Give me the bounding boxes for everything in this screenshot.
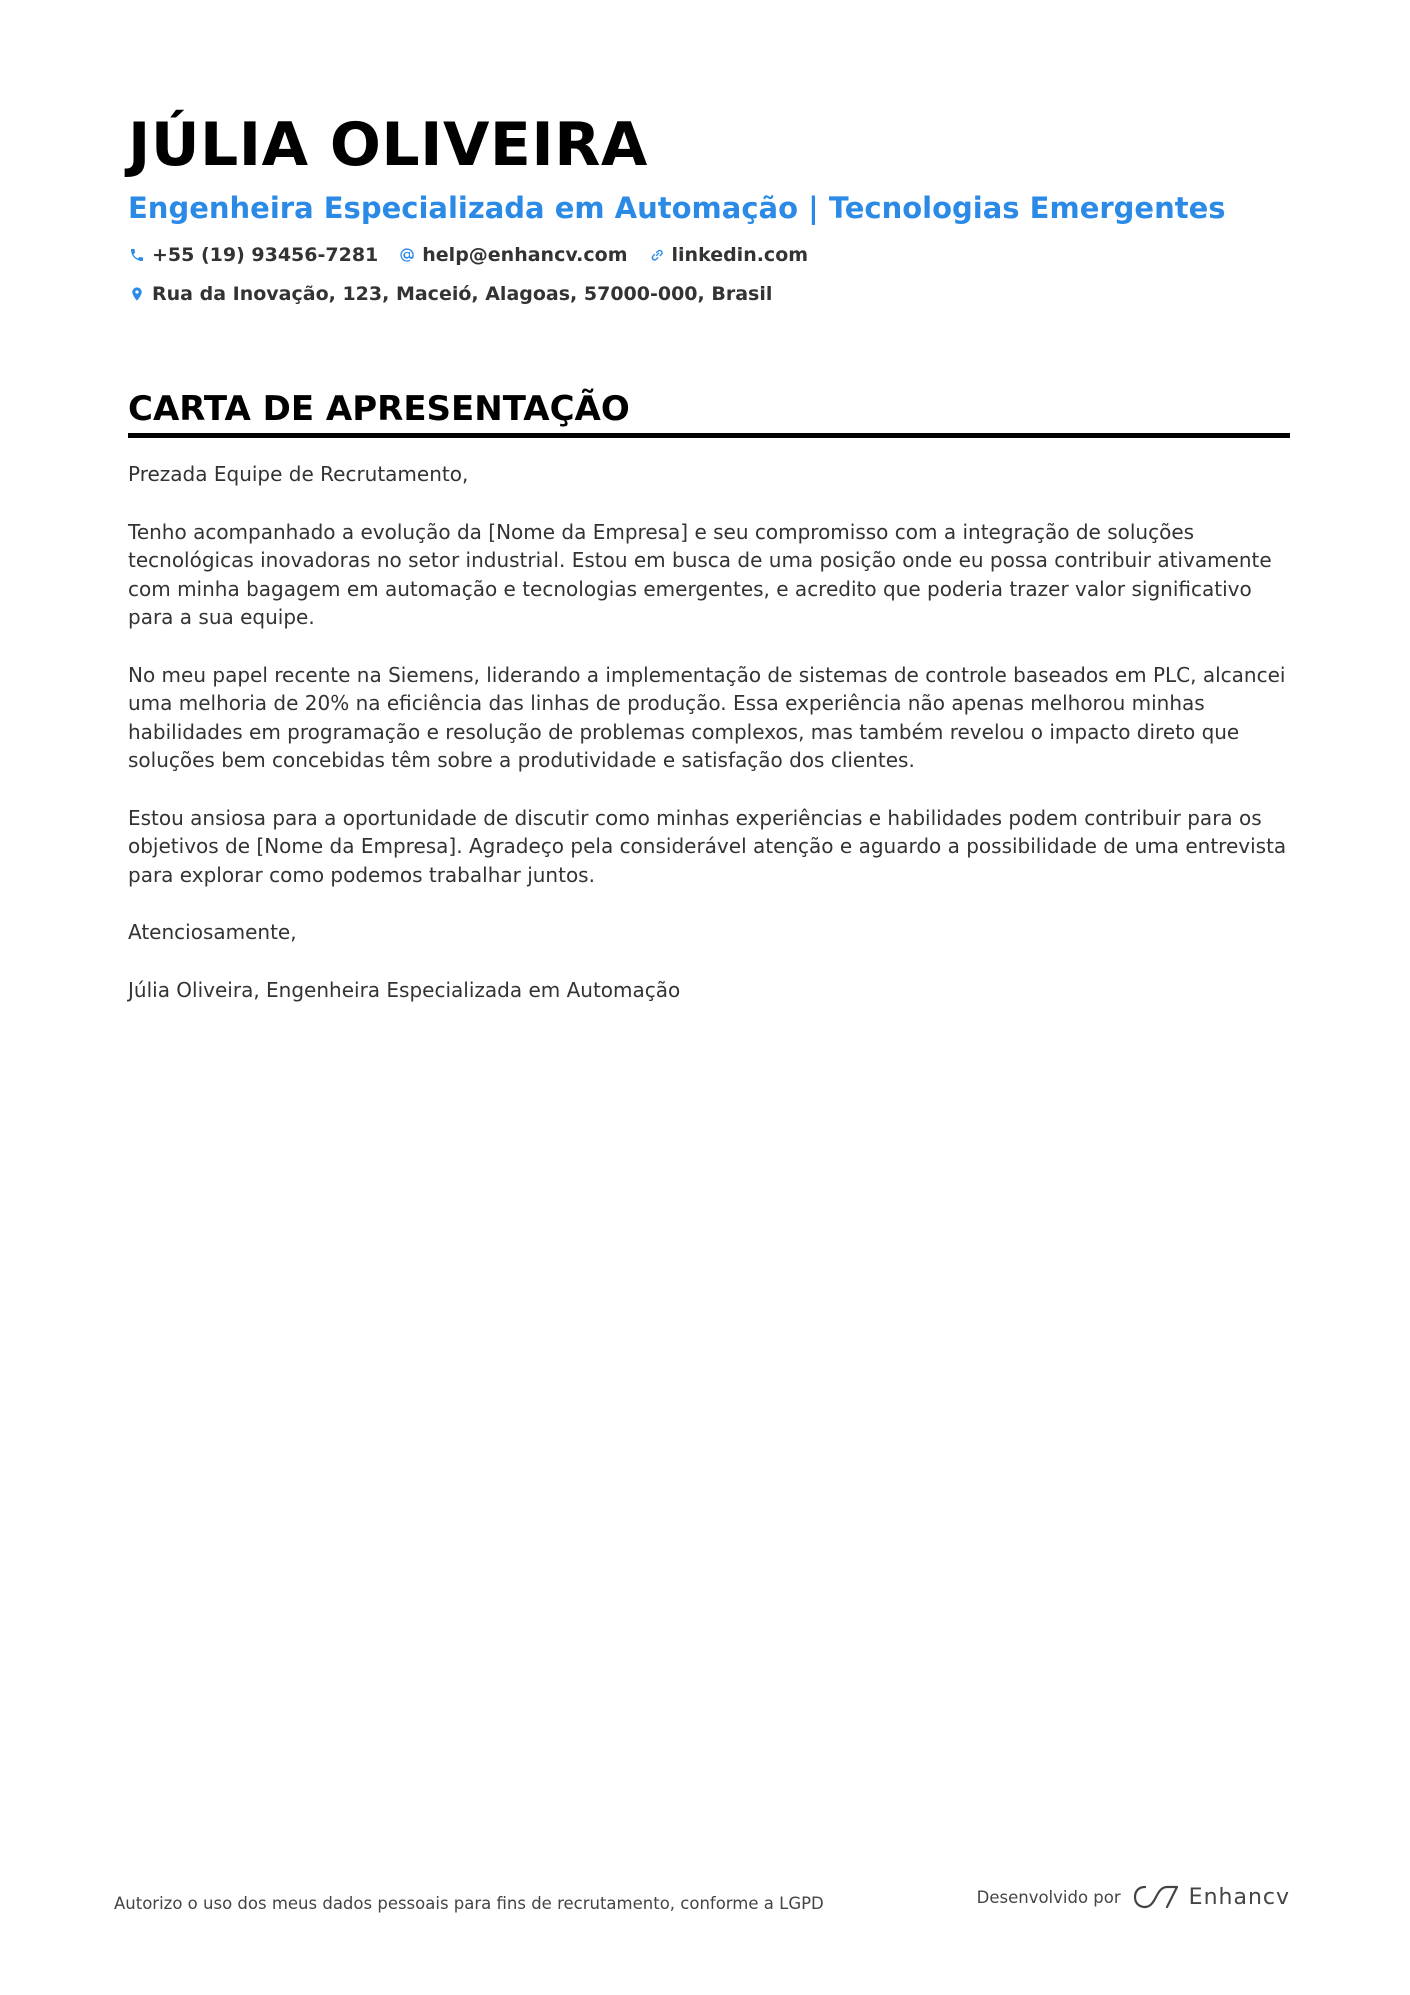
section-title: CARTA DE APRESENTAÇÃO — [128, 389, 1290, 438]
letter-body — [128, 460, 1290, 1004]
email-text: help@enhancv.com — [422, 244, 628, 266]
phone-icon — [128, 246, 146, 264]
contact-linkedin[interactable] — [648, 242, 809, 268]
candidate-name: JÚLIA OLIVEIRA — [128, 110, 648, 180]
footer-brand-name: Enhancv — [1188, 1884, 1290, 1910]
footer-consent: Autorizo o uso dos meus dados pessoais para fins de recrutamento, conforme a LGPD — [114, 1894, 824, 1913]
letter-signature: Júlia Oliveira, Engenheira Especializada em Automação — [128, 977, 681, 1002]
contact-row-primary — [128, 242, 1290, 268]
footer-branding[interactable] — [977, 1884, 1290, 1910]
enhancv-logo-icon — [1133, 1884, 1179, 1910]
letter-paragraph: No meu papel recente na Siemens, liderando a implementação de sistemas de controle baseados em PLC, alcancei uma melhoria de 20% na eficiência das linhas de produção. Essa experiência não apenas melhorou minhas habilidades em programação e resolução de problemas complexos, mas também revelou o impacto direto que soluções bem concebidas têm sobre a produtividade e satisfação dos clientes. — [128, 662, 1286, 772]
letter-closing: Atenciosamente, — [128, 920, 297, 944]
contact-phone — [128, 242, 378, 268]
cover-letter-page — [128, 110, 1290, 1033]
link-icon — [648, 246, 666, 264]
contact-email[interactable] — [398, 242, 627, 268]
candidate-title: Engenheira Especializada em Automação | Tecnologias Emergentes — [128, 191, 1226, 225]
contact-row-address — [128, 281, 1290, 307]
phone-text: +55 (19) 93456-7281 — [152, 244, 379, 266]
location-pin-icon — [128, 285, 146, 303]
footer-powered-by: Desenvolvido por — [976, 1887, 1121, 1907]
at-icon — [398, 246, 416, 264]
letter-salutation: Prezada Equipe de Recrutamento, — [128, 462, 469, 486]
linkedin-text: linkedin.com — [671, 244, 809, 266]
letter-paragraph: Estou ansiosa para a oportunidade de discutir como minhas experiências e habilidades podem contribuir para os objetivos de [Nome da Empresa]. Agradeço pela considerável atenção e aguardo a possibilidade de uma entrevista para explorar como podemos trabalhar juntos. — [128, 805, 1287, 887]
contact-address — [128, 281, 772, 307]
letter-paragraph: Tenho acompanhado a evolução da [Nome da Empresa] e seu compromisso com a integração de soluções tecnológicas inovadoras no setor industrial. Estou em busca de uma posição onde eu possa contribuir ativamente com minha bagagem em automação e tecnologias emergentes, e acredito que poderia trazer valor significativo para a sua equipe. — [128, 519, 1272, 629]
address-text: Rua da Inovação, 123, Maceió, Alagoas, 57000-000, Brasil — [152, 283, 773, 305]
